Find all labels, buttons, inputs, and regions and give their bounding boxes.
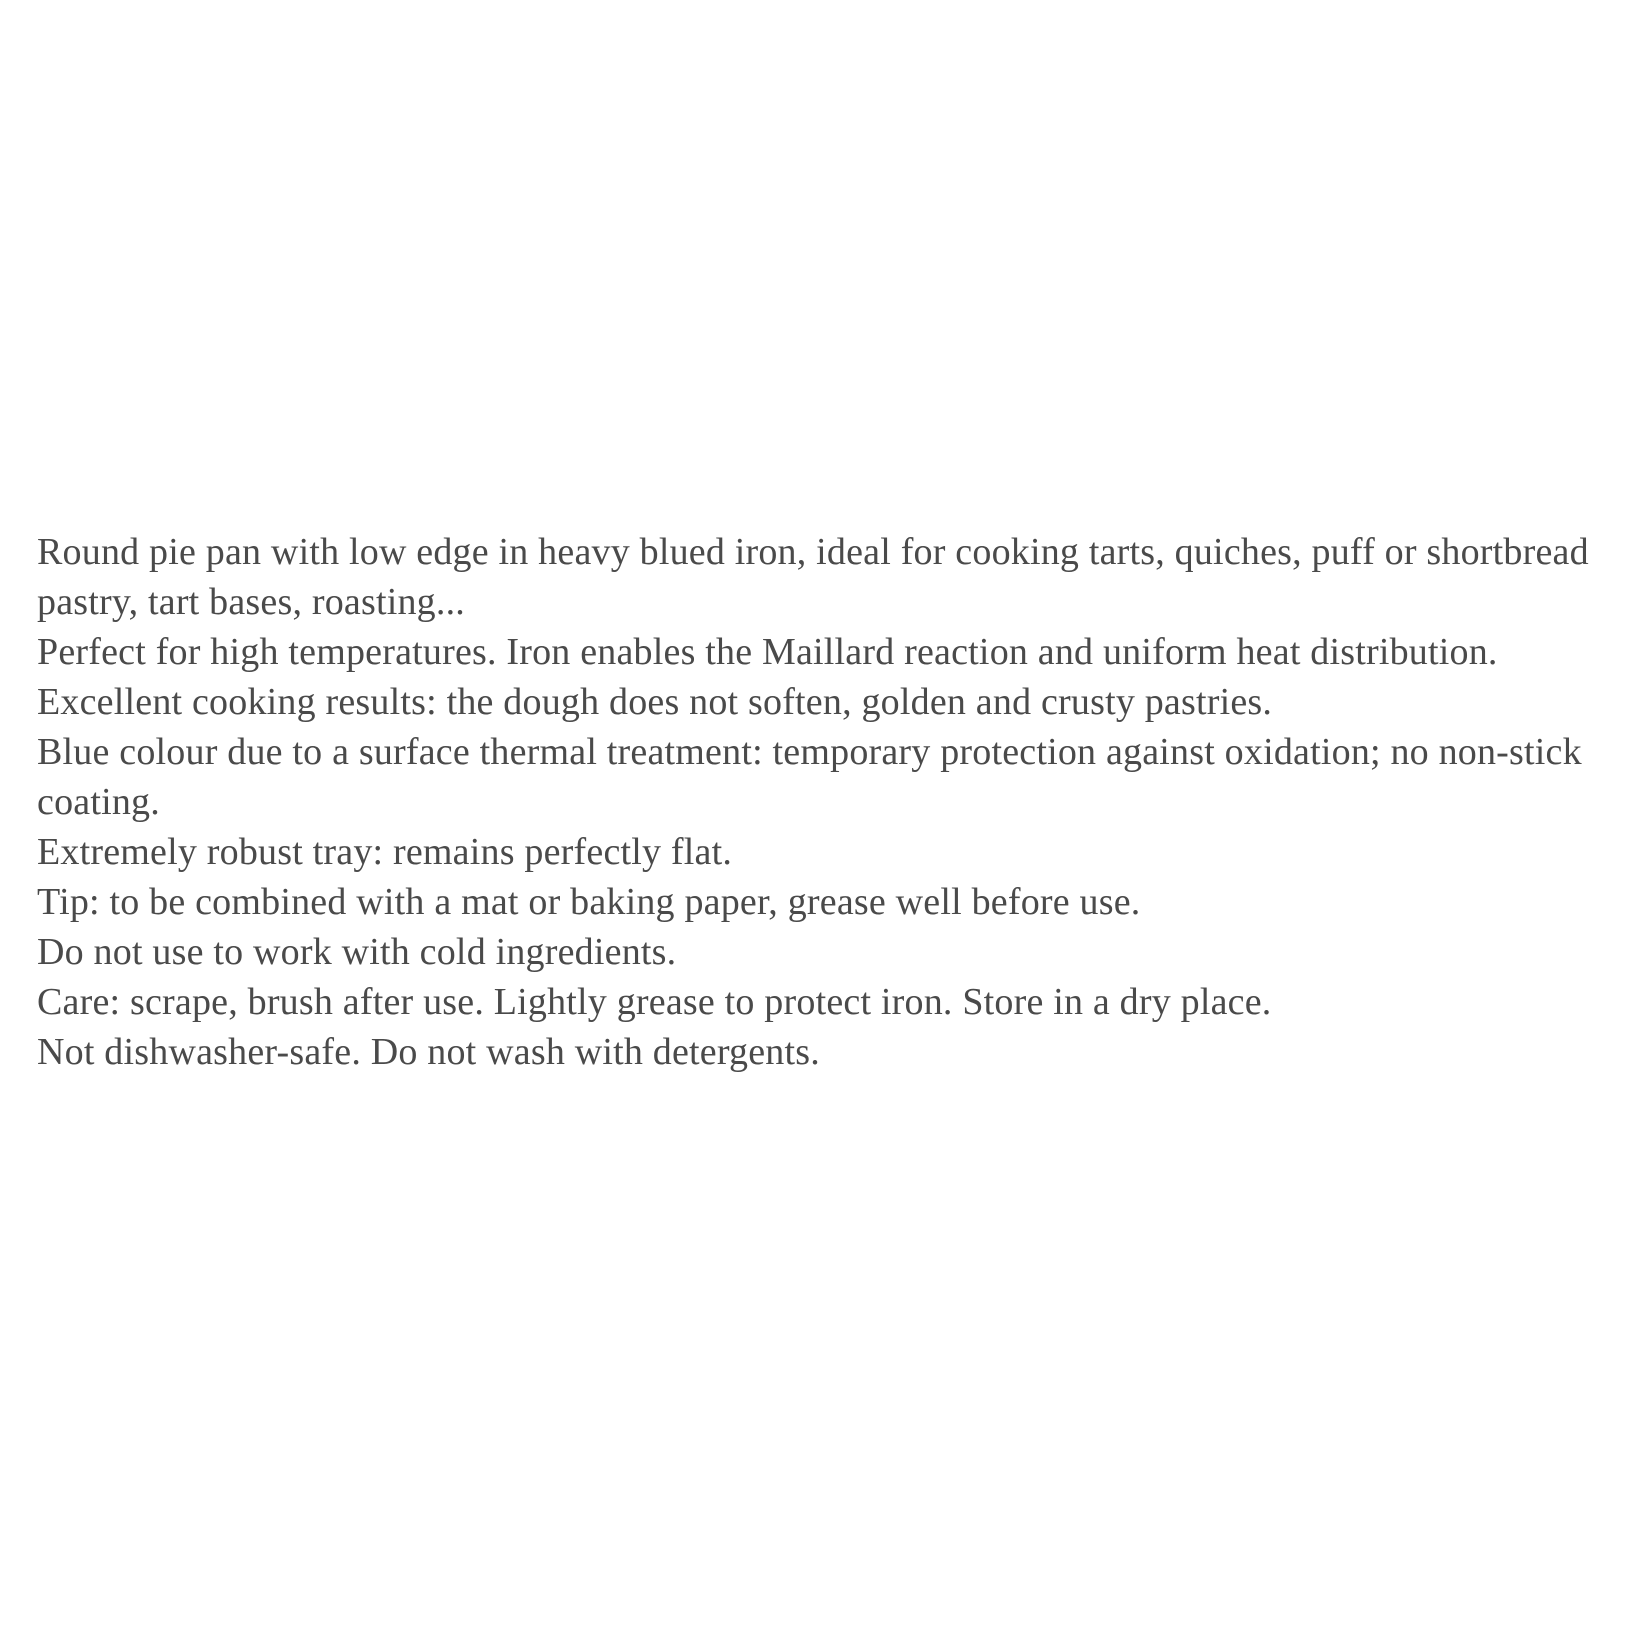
description-line-care: Care: scrape, brush after use. Lightly grease to protect iron. Store in a dry place.: [37, 981, 1272, 1023]
description-line-tip: Tip: to be combined with a mat or baking paper, grease well before use.: [37, 881, 1141, 923]
product-description: [37, 527, 1647, 1077]
description-line-performance: Perfect for high temperatures. Iron enables the Maillard reaction and uniform heat distribution. Excellent cooking results: the dough does not soften, golden and crusty pastries.: [37, 631, 1498, 723]
description-line-warning: Do not use to work with cold ingredients.: [37, 931, 677, 973]
description-line-colour: Blue colour due to a surface thermal treatment: temporary protection against oxidation; no non-stick coating.: [37, 731, 1582, 823]
description-line-dishwasher: Not dishwasher-safe. Do not wash with detergents.: [37, 1031, 820, 1073]
description-line-intro: Round pie pan with low edge in heavy blued iron, ideal for cooking tarts, quiches, puff or shortbread pastry, tart bases, roasting...: [37, 531, 1589, 623]
description-line-robustness: Extremely robust tray: remains perfectly flat.: [37, 831, 733, 873]
